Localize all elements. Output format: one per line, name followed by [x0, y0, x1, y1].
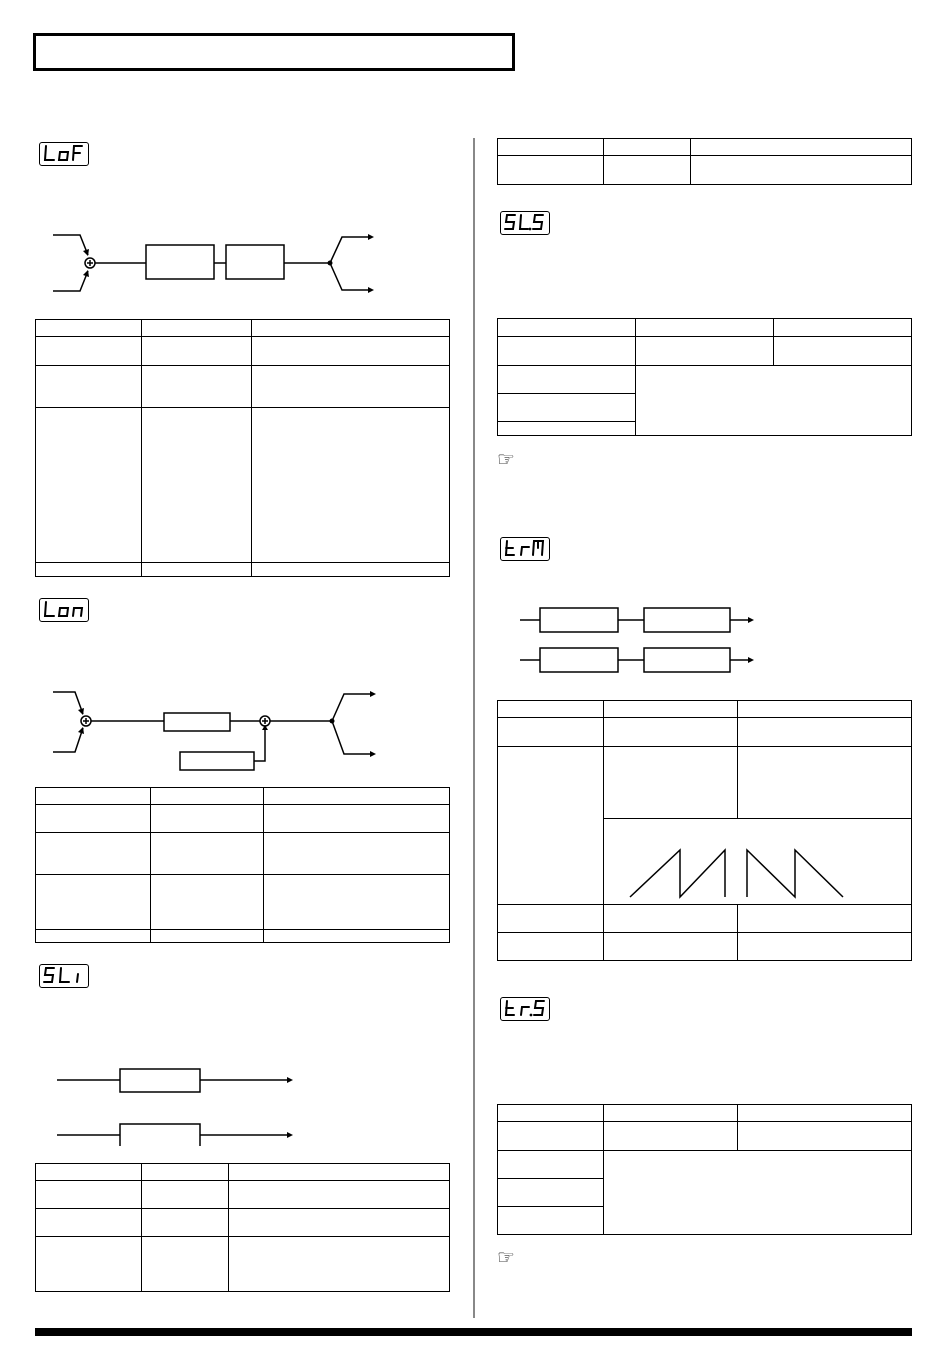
lof-signal-diagram	[50, 225, 380, 300]
table-header-row	[498, 1105, 912, 1122]
trm-parameter-table	[497, 700, 912, 961]
table-row	[36, 805, 450, 833]
table-row	[498, 905, 912, 933]
table-row	[498, 933, 912, 961]
table-row	[36, 1181, 450, 1209]
lof-segment-glyph	[40, 143, 87, 164]
table-row	[498, 366, 912, 394]
lon-signal-diagram	[50, 686, 380, 776]
hand-pointer-icon-2	[497, 1248, 515, 1268]
note-glyph-2: ☞	[497, 1247, 515, 1269]
trm-signal-diagram	[518, 604, 763, 676]
lof-parameter-table	[35, 319, 450, 577]
sli-parameter-table	[35, 1163, 450, 1292]
sli-display-indicator	[39, 964, 89, 988]
table-row	[36, 1237, 450, 1292]
page-header-box	[33, 33, 515, 71]
sawtooth-waveform-diagram	[625, 845, 850, 901]
table-row	[498, 156, 912, 185]
trs-segment-glyph	[501, 998, 548, 1019]
table-row	[36, 563, 450, 577]
page-footer-rule	[35, 1328, 912, 1336]
table-header-row	[36, 320, 450, 337]
note-glyph: ☞	[497, 449, 515, 471]
column-divider	[473, 138, 475, 1318]
table-header-row	[498, 139, 912, 156]
table-row	[498, 1151, 912, 1179]
trm-segment-glyph	[501, 538, 548, 559]
sls-display-indicator	[500, 211, 550, 235]
table-row	[498, 1122, 912, 1151]
lon-display-indicator	[39, 598, 89, 622]
lon-segment-glyph	[40, 599, 87, 620]
table-row	[36, 875, 450, 930]
table-row	[36, 930, 450, 943]
table-row	[36, 337, 450, 366]
continued-parameter-table	[497, 138, 912, 185]
trm-display-indicator	[500, 537, 550, 561]
sli-signal-diagram	[55, 1066, 300, 1146]
trs-display-indicator	[500, 997, 550, 1021]
table-row	[36, 408, 450, 563]
table-row	[36, 833, 450, 875]
trs-parameter-table	[497, 1104, 912, 1235]
table-row	[498, 747, 912, 819]
lon-parameter-table	[35, 787, 450, 943]
table-header-row	[36, 788, 450, 805]
sls-parameter-table	[497, 318, 912, 436]
lof-display-indicator	[39, 142, 89, 166]
table-row	[36, 1209, 450, 1237]
hand-pointer-icon	[497, 450, 515, 470]
table-row	[498, 718, 912, 747]
table-header-row	[498, 701, 912, 718]
sls-segment-glyph	[501, 212, 548, 233]
table-row	[498, 337, 912, 366]
table-row	[36, 366, 450, 408]
sli-segment-glyph	[40, 965, 87, 986]
table-header-row	[36, 1164, 450, 1181]
table-header-row	[498, 319, 912, 337]
